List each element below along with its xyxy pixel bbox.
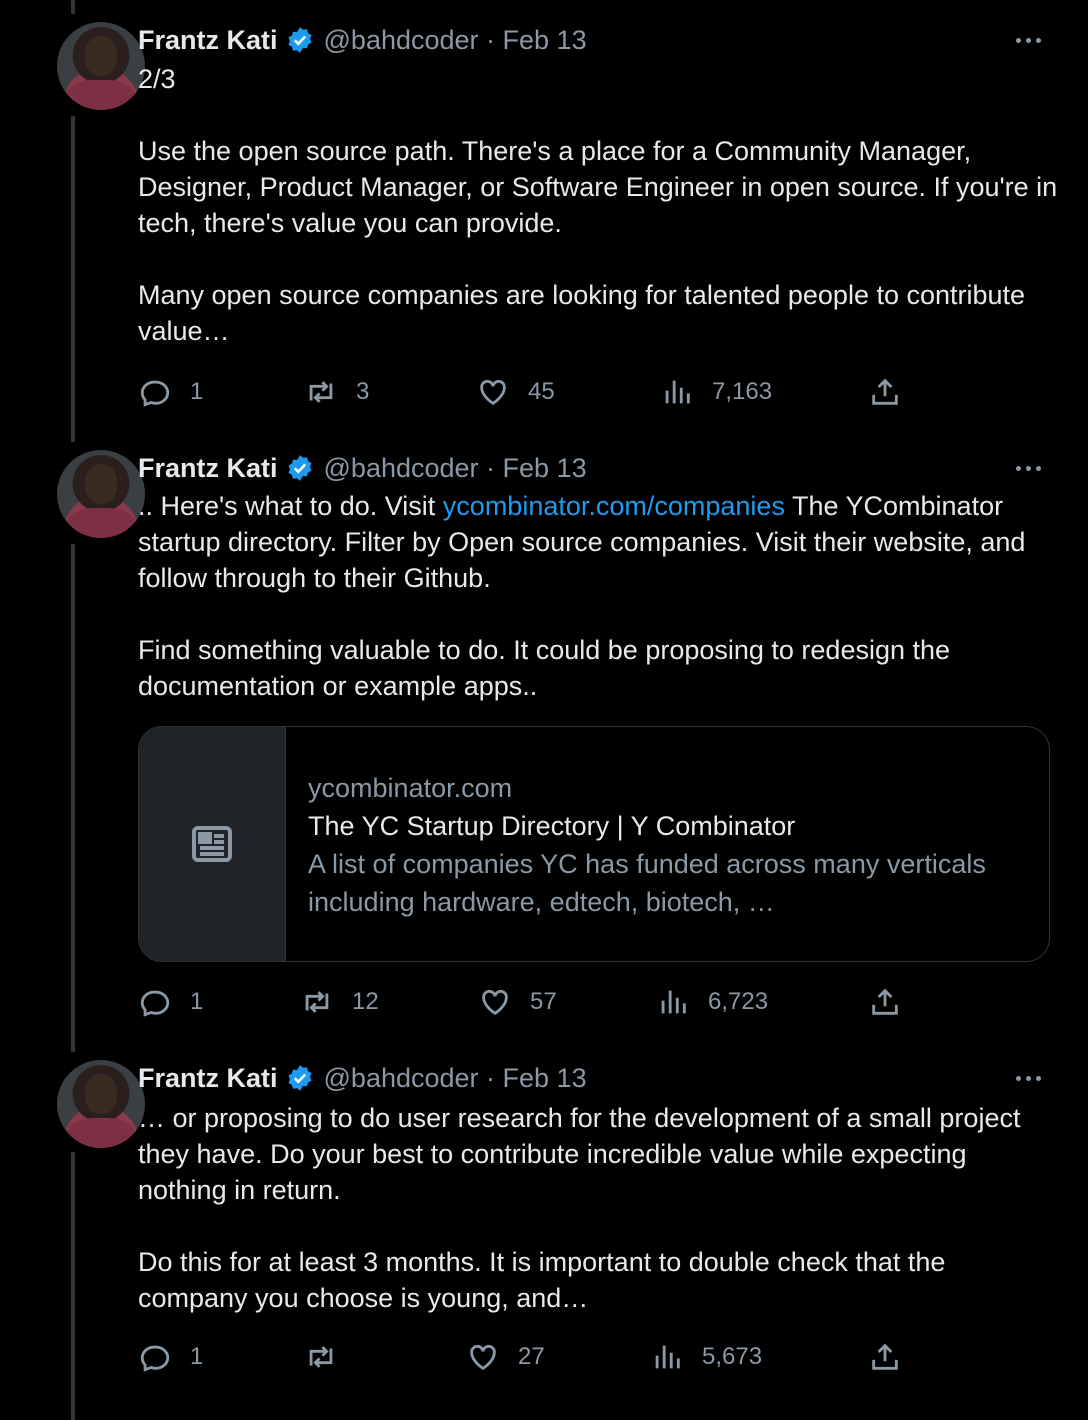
text-segment: The YCombinator startup directory. Filter by Open source companies. Visit their website, and follow through to their Github. bbox=[138, 491, 1026, 593]
like-button[interactable] bbox=[466, 1337, 545, 1377]
reply-icon bbox=[138, 985, 172, 1019]
author-handle[interactable]: @bahdcoder · Feb 13 bbox=[323, 452, 587, 483]
share-icon bbox=[868, 985, 902, 1019]
retweet-count: 3 bbox=[356, 378, 370, 405]
more-icon[interactable] bbox=[1016, 30, 1050, 50]
tweet-paragraph: Find something valuable to do. It could be proposing to redesign the documentation or example apps.. bbox=[138, 635, 951, 701]
tweet-header bbox=[138, 1058, 587, 1098]
link-card[interactable] bbox=[138, 726, 1050, 962]
share-icon bbox=[868, 1340, 902, 1374]
views-count: 6,723 bbox=[708, 988, 769, 1015]
share-button[interactable] bbox=[868, 982, 920, 1022]
card-domain: ycombinator.com bbox=[308, 773, 513, 803]
tweet-header bbox=[138, 20, 587, 60]
verified-icon bbox=[286, 454, 314, 482]
tweet-paragraph: … or proposing to do user research for the development of a small project they have. Do your best to contribute incredible value while expecting nothing in return. bbox=[138, 1103, 1021, 1205]
author-name[interactable]: Frantz Kati bbox=[138, 24, 278, 55]
author-name[interactable]: Frantz Kati bbox=[138, 1062, 278, 1093]
action-bar bbox=[138, 982, 918, 1022]
share-button[interactable] bbox=[868, 1337, 920, 1377]
reply-icon bbox=[138, 1340, 172, 1374]
tweet[interactable] bbox=[0, 0, 1088, 440]
directory-link[interactable]: ycombinator.com/companies bbox=[442, 491, 785, 521]
reply-button[interactable] bbox=[138, 982, 203, 1022]
share-icon bbox=[868, 375, 902, 409]
action-bar bbox=[138, 1337, 918, 1377]
reply-count: 1 bbox=[190, 988, 204, 1015]
text-segment: .. Here's what to do. Visit bbox=[138, 491, 443, 521]
retweet-button[interactable] bbox=[300, 982, 379, 1022]
retweet-count: 12 bbox=[352, 988, 379, 1015]
share-button[interactable] bbox=[868, 372, 920, 412]
card-description: A list of companies YC has funded across many verticals including hardware, edtech, biotech, … bbox=[308, 849, 986, 917]
views-button[interactable] bbox=[650, 1337, 762, 1377]
tweet-text bbox=[138, 61, 1058, 349]
retweet-icon bbox=[300, 985, 334, 1019]
tweet-text bbox=[138, 1100, 1058, 1316]
retweet-icon bbox=[304, 375, 338, 409]
avatar[interactable] bbox=[57, 1060, 145, 1148]
tweet-paragraph bbox=[138, 488, 1058, 596]
views-icon bbox=[660, 375, 694, 409]
tweet-paragraph: Many open source companies are looking for talented people to contribute value… bbox=[138, 280, 1026, 346]
avatar[interactable] bbox=[57, 450, 145, 538]
retweet-button[interactable] bbox=[304, 1337, 356, 1377]
reply-button[interactable] bbox=[138, 1337, 203, 1377]
views-count: 7,163 bbox=[712, 378, 773, 405]
views-count: 5,673 bbox=[702, 1343, 763, 1370]
action-bar bbox=[138, 372, 918, 412]
like-count: 57 bbox=[530, 988, 557, 1015]
tweet[interactable] bbox=[0, 1052, 1088, 1420]
like-count: 45 bbox=[528, 378, 555, 405]
like-icon bbox=[476, 375, 510, 409]
views-icon bbox=[650, 1340, 684, 1374]
views-button[interactable] bbox=[656, 982, 768, 1022]
card-title: The YC Startup Directory | Y Combinator bbox=[308, 811, 796, 841]
verified-icon bbox=[286, 1064, 314, 1092]
like-count: 27 bbox=[518, 1343, 545, 1370]
reply-count: 1 bbox=[190, 1343, 204, 1370]
views-icon bbox=[656, 985, 690, 1019]
tweet-paragraph: 2/3 bbox=[138, 64, 176, 94]
reply-button[interactable] bbox=[138, 372, 203, 412]
like-icon bbox=[466, 1340, 500, 1374]
tweet-header bbox=[138, 448, 587, 488]
tweet-paragraph: Use the open source path. There's a place for a Community Manager, Designer, Product Manager, or Software Engineer in open source. If you're in tech, there's value you can provide. bbox=[138, 136, 1058, 238]
more-icon[interactable] bbox=[1016, 458, 1050, 478]
article-icon bbox=[188, 820, 236, 868]
like-icon bbox=[478, 985, 512, 1019]
views-button[interactable] bbox=[660, 372, 772, 412]
retweet-button[interactable] bbox=[304, 372, 369, 412]
author-handle[interactable]: @bahdcoder · Feb 13 bbox=[323, 24, 587, 55]
author-name[interactable]: Frantz Kati bbox=[138, 452, 278, 483]
more-icon[interactable] bbox=[1016, 1068, 1050, 1088]
reply-icon bbox=[138, 375, 172, 409]
verified-icon bbox=[286, 26, 314, 54]
like-button[interactable] bbox=[478, 982, 557, 1022]
author-handle[interactable]: @bahdcoder · Feb 13 bbox=[323, 1062, 587, 1093]
card-text bbox=[286, 727, 1049, 961]
avatar[interactable] bbox=[57, 22, 145, 110]
retweet-icon bbox=[304, 1340, 338, 1374]
reply-count: 1 bbox=[190, 378, 204, 405]
tweet-paragraph: Do this for at least 3 months. It is important to double check that the company you choose is young, and… bbox=[138, 1247, 946, 1313]
tweet-text bbox=[138, 488, 1058, 704]
like-button[interactable] bbox=[476, 372, 555, 412]
card-thumbnail bbox=[139, 727, 286, 961]
